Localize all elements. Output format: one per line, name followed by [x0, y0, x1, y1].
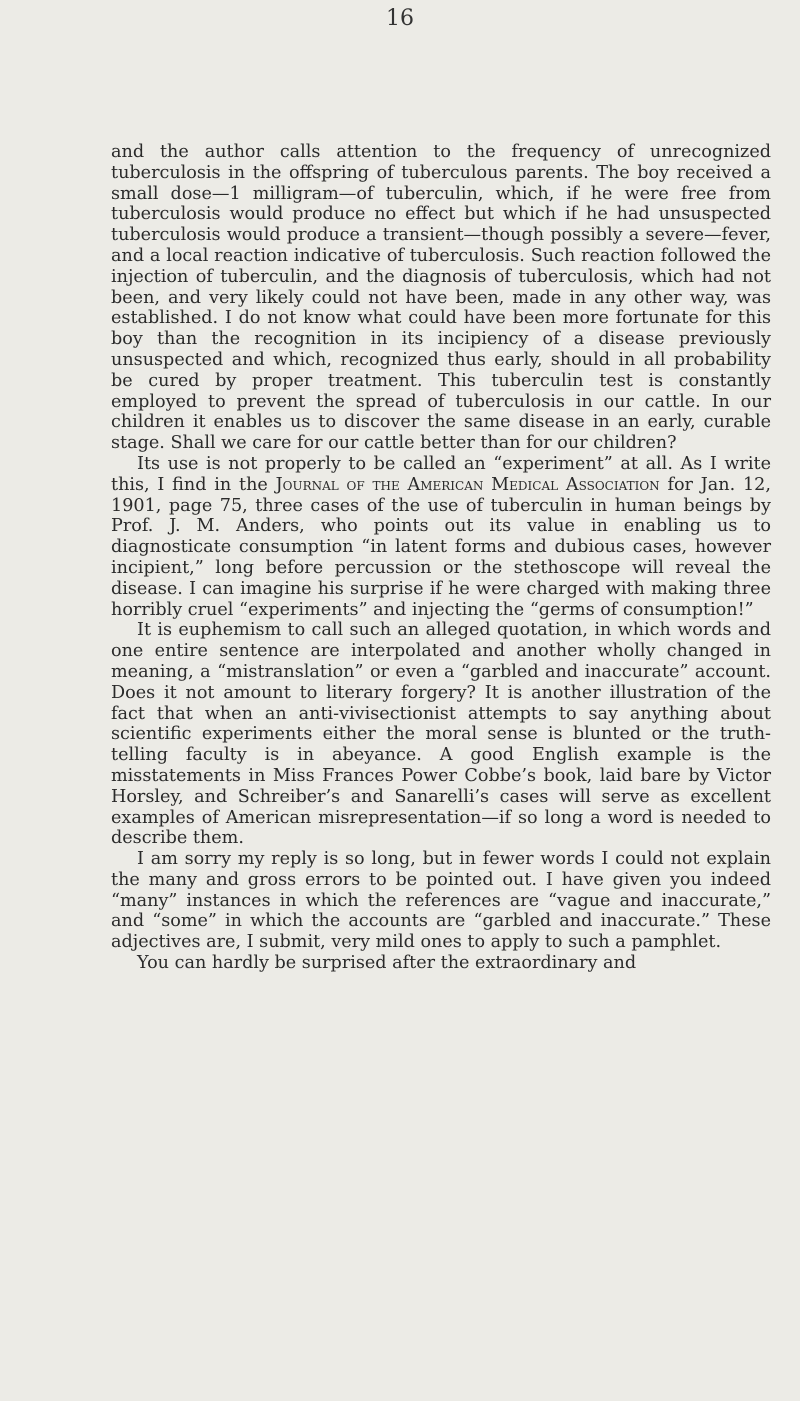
paragraph-2-start: Its use is not properly to be called an “experiment” at all. As I write this, I find in the	[111, 453, 771, 495]
paragraph-1: and the author calls attention to the frequency of unrecognized tuberculosis in the offspring of tuberculous parents. The boy received a small dose—1 milligram—of tuberculin, which, if he were free from tuberculosis would produce no effect but which if he had unsuspected tuberculosis would produce a transient—though possibly a severe—fever, and a local reaction indicative of tuberculosis. Such reaction followed the injection of tuberculin, and the diagnosis of tuberculosis, which had not been, and very likely could not have been, made in any other way, was established. I do not know what could have been more fortunate for this boy than the recognition in its incipiency of a disease previously unsuspected and which, recognized thus early, should in all probability be cured by proper treatment. This tuberculin test is constantly employed to prevent the spread of tuberculosis in our cattle. In our children it enables us to discover the same disease in an early, curable stage. Shall we care for our cattle better than for our children?	[111, 142, 771, 454]
body-text	[111, 142, 771, 974]
paragraph-2	[111, 454, 771, 620]
paragraph-5: You can hardly be surprised after the extraordinary and	[137, 953, 637, 974]
journal-title: Journal of the American Medical Association	[275, 474, 660, 495]
paragraph-3: It is euphemism to call such an alleged quotation, in which words and one entire sentence are interpolated and another wholly changed in meaning, a “mistranslation” or even a “garbled and inaccurate” account. Does it not amount to literary forgery? It is another illustration of the fact that when an anti-vivisectionist attempts to say anything about scientific experiments either the moral sense is blunted or the truth-telling faculty is in abeyance. A good English example is the misstatements in Miss Frances Power Cobbe’s book, laid bare by Victor Horsley, and Schreiber’s and Sanarelli’s cases will serve as excellent examples of American misrepresentation—if so long a word is needed to describe them.	[111, 620, 771, 849]
page-number: 16	[386, 6, 414, 31]
paragraph-4: I am sorry my reply is so long, but in fewer words I could not explain the many and gross errors to be pointed out. I have given you indeed “many” instances in which the references are “vague and inaccurate,” and “some” in which the accounts are “garbled and inaccurate.” These adjectives are, I submit, very mild ones to apply to such a pamphlet.	[111, 849, 771, 953]
paragraph-2-end: for Jan. 12, 1901, page 75, three cases of the use of tuberculin in human beings by Prof. J. M. Anders, who points out its value in enabling us to diagnosticate consumption “in latent forms and dubious cases, however incipient,” long before percussion or the stethoscope will reveal the disease. I can imagine his surprise if he were charged with making three horribly cruel “experiments” and injecting the “germs of consumption!”	[111, 474, 771, 620]
